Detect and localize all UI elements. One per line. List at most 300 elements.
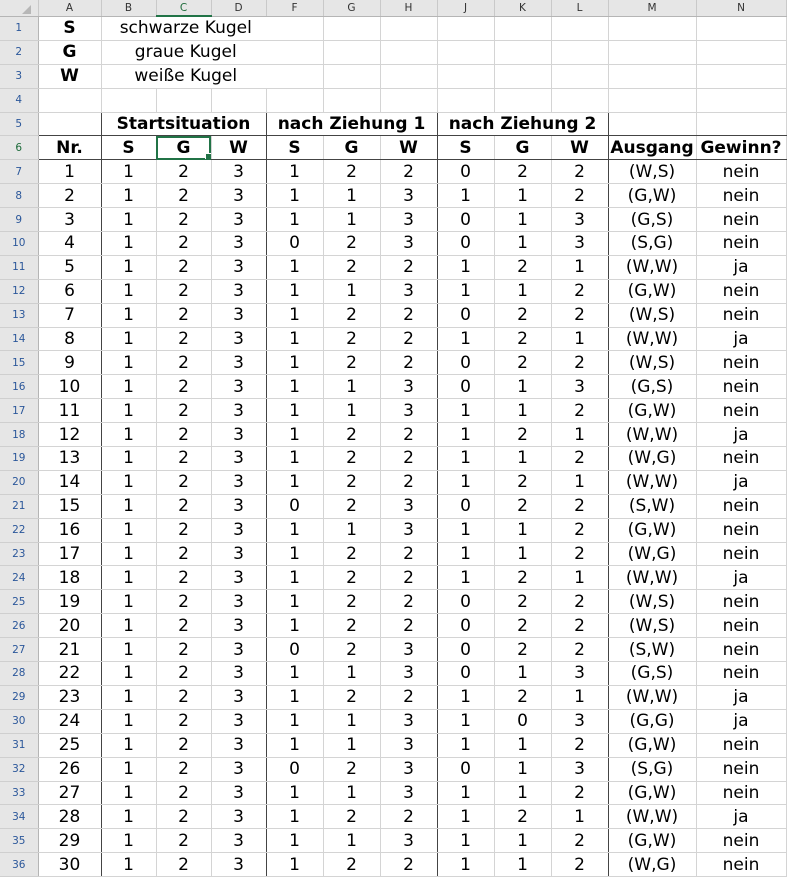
cell-start-s[interactable]: 1	[101, 208, 156, 232]
cell-nr[interactable]: 7	[38, 303, 101, 327]
cell-start-w[interactable]: 3	[211, 590, 266, 614]
cell[interactable]	[437, 16, 494, 40]
cell-draw1-g[interactable]: 2	[323, 638, 380, 662]
cell-draw2-w[interactable]: 3	[551, 662, 608, 686]
cell-draw1-g[interactable]: 2	[323, 685, 380, 709]
cell-draw2-s[interactable]: 1	[437, 781, 494, 805]
row-header[interactable]: 30	[0, 709, 38, 733]
cell-draw2-w[interactable]: 2	[551, 184, 608, 208]
row-header[interactable]: 6	[0, 136, 38, 160]
cell-start-s[interactable]: 1	[101, 327, 156, 351]
cell-draw2-s[interactable]: 0	[437, 662, 494, 686]
cell-start-g[interactable]: 2	[156, 662, 211, 686]
cell-draw1-w[interactable]: 3	[380, 184, 437, 208]
cell-draw2-w[interactable]: 1	[551, 423, 608, 447]
cell[interactable]	[323, 16, 380, 40]
cell-start-s[interactable]: 1	[101, 829, 156, 853]
cell-draw1-w[interactable]: 2	[380, 685, 437, 709]
cell-start-g[interactable]: 2	[156, 590, 211, 614]
cell-draw1-s[interactable]: 1	[266, 566, 323, 590]
cell-start-s[interactable]: 1	[101, 709, 156, 733]
cell-ausgang[interactable]: (S,W)	[608, 638, 696, 662]
row-header[interactable]: 28	[0, 662, 38, 686]
cell-start-w[interactable]: 3	[211, 423, 266, 447]
cell-nr[interactable]: 2	[38, 184, 101, 208]
cell-start-w[interactable]: 3	[211, 279, 266, 303]
cell-draw1-g[interactable]: 2	[323, 351, 380, 375]
cell-gewinn[interactable]: nein	[696, 160, 786, 184]
cell-start-s[interactable]: 1	[101, 853, 156, 877]
cell-draw1-s[interactable]: 1	[266, 208, 323, 232]
cell-gewinn[interactable]: nein	[696, 662, 786, 686]
label-w2[interactable]: W	[551, 136, 608, 160]
cell-ausgang[interactable]: (W,S)	[608, 590, 696, 614]
cell-draw1-g[interactable]: 1	[323, 518, 380, 542]
cell[interactable]	[266, 40, 323, 64]
cell-ausgang[interactable]: (G,S)	[608, 662, 696, 686]
cell-start-w[interactable]: 3	[211, 375, 266, 399]
cell[interactable]	[551, 16, 608, 40]
cell-draw2-s[interactable]: 1	[437, 470, 494, 494]
cell[interactable]	[696, 16, 786, 40]
cell-draw2-w[interactable]: 2	[551, 399, 608, 423]
cell-draw2-w[interactable]: 1	[551, 470, 608, 494]
cell-start-g[interactable]: 2	[156, 638, 211, 662]
cell-draw1-s[interactable]: 1	[266, 709, 323, 733]
cell-draw1-s[interactable]: 1	[266, 805, 323, 829]
row-header[interactable]: 25	[0, 590, 38, 614]
cell-draw2-g[interactable]: 2	[494, 566, 551, 590]
column-header-d[interactable]: D	[211, 0, 266, 16]
cell-draw2-s[interactable]: 1	[437, 279, 494, 303]
cell-nr[interactable]: 9	[38, 351, 101, 375]
cell-draw2-w[interactable]: 2	[551, 494, 608, 518]
cell-draw2-s[interactable]: 0	[437, 638, 494, 662]
cell-draw1-w[interactable]: 2	[380, 566, 437, 590]
cell-draw1-g[interactable]: 2	[323, 566, 380, 590]
cell-start-s[interactable]: 1	[101, 279, 156, 303]
cell[interactable]	[608, 64, 696, 88]
label-g2[interactable]: G	[494, 136, 551, 160]
cell-start-s[interactable]: 1	[101, 638, 156, 662]
row-header[interactable]: 1	[0, 16, 38, 40]
cell-draw2-w[interactable]: 2	[551, 829, 608, 853]
cell-start-g[interactable]: 2	[156, 542, 211, 566]
cell-draw1-g[interactable]: 2	[323, 805, 380, 829]
cell-ausgang[interactable]: (G,W)	[608, 733, 696, 757]
cell-ausgang[interactable]: (W,S)	[608, 351, 696, 375]
cell-gewinn[interactable]: nein	[696, 303, 786, 327]
cell-draw1-s[interactable]: 1	[266, 447, 323, 471]
cell-ausgang[interactable]: (G,S)	[608, 208, 696, 232]
cell-draw1-w[interactable]: 3	[380, 279, 437, 303]
cell-draw2-g[interactable]: 2	[494, 494, 551, 518]
cell-start-g[interactable]: 2	[156, 566, 211, 590]
cell-start-s[interactable]: 1	[101, 447, 156, 471]
cell-start-g[interactable]: 2	[156, 423, 211, 447]
cell-draw2-w[interactable]: 2	[551, 160, 608, 184]
cell-gewinn[interactable]: nein	[696, 447, 786, 471]
cell-draw2-w[interactable]: 2	[551, 447, 608, 471]
row-header[interactable]: 34	[0, 805, 38, 829]
cell-draw1-w[interactable]: 2	[380, 423, 437, 447]
column-header-f[interactable]: F	[266, 0, 323, 16]
cell-draw1-g[interactable]: 2	[323, 327, 380, 351]
row-header[interactable]: 24	[0, 566, 38, 590]
cell-start-g[interactable]: 2	[156, 447, 211, 471]
cell-ausgang[interactable]: (G,W)	[608, 518, 696, 542]
cell-ausgang[interactable]: (G,W)	[608, 399, 696, 423]
cell-ausgang[interactable]: (S,G)	[608, 232, 696, 256]
cell-draw2-s[interactable]: 0	[437, 494, 494, 518]
label-s[interactable]: S	[101, 136, 156, 160]
legend-text[interactable]: graue Kugel	[101, 40, 266, 64]
cell[interactable]	[494, 40, 551, 64]
cell-gewinn[interactable]: nein	[696, 733, 786, 757]
cell-draw1-w[interactable]: 3	[380, 757, 437, 781]
group-heading-draw2[interactable]: nach Ziehung 2	[437, 112, 608, 136]
column-header-c[interactable]: C	[156, 0, 211, 16]
cell-draw2-w[interactable]: 2	[551, 279, 608, 303]
cell[interactable]	[266, 88, 323, 112]
cell-draw2-g[interactable]: 1	[494, 662, 551, 686]
row-header[interactable]: 23	[0, 542, 38, 566]
cell-draw2-s[interactable]: 0	[437, 590, 494, 614]
cell-start-w[interactable]: 3	[211, 662, 266, 686]
cell-start-w[interactable]: 3	[211, 733, 266, 757]
cell-ausgang[interactable]: (W,S)	[608, 614, 696, 638]
cell-gewinn[interactable]: nein	[696, 351, 786, 375]
cell-draw1-g[interactable]: 1	[323, 184, 380, 208]
cell-nr[interactable]: 21	[38, 638, 101, 662]
cell[interactable]	[380, 64, 437, 88]
cell-draw2-s[interactable]: 1	[437, 829, 494, 853]
row-header[interactable]: 36	[0, 853, 38, 877]
row-header[interactable]: 3	[0, 64, 38, 88]
cell-draw1-g[interactable]: 2	[323, 232, 380, 256]
row-header[interactable]: 33	[0, 781, 38, 805]
cell-draw1-w[interactable]: 3	[380, 399, 437, 423]
cell-draw2-g[interactable]: 2	[494, 160, 551, 184]
cell-draw1-w[interactable]: 2	[380, 614, 437, 638]
cell-draw1-w[interactable]: 3	[380, 494, 437, 518]
cell-draw2-s[interactable]: 1	[437, 184, 494, 208]
cell-draw1-w[interactable]: 3	[380, 208, 437, 232]
cell-draw2-w[interactable]: 1	[551, 566, 608, 590]
cell-draw1-w[interactable]: 3	[380, 232, 437, 256]
cell-draw2-g[interactable]: 2	[494, 614, 551, 638]
cell-draw2-w[interactable]: 1	[551, 255, 608, 279]
legend-text[interactable]: weiße Kugel	[101, 64, 266, 88]
cell-draw2-g[interactable]: 1	[494, 757, 551, 781]
cell-start-s[interactable]: 1	[101, 255, 156, 279]
row-header[interactable]: 14	[0, 327, 38, 351]
column-header-n[interactable]: N	[696, 0, 786, 16]
cell-gewinn[interactable]: ja	[696, 470, 786, 494]
cell-start-w[interactable]: 3	[211, 542, 266, 566]
cell-draw1-g[interactable]: 2	[323, 542, 380, 566]
cell-draw1-s[interactable]: 1	[266, 542, 323, 566]
cell-draw1-w[interactable]: 2	[380, 160, 437, 184]
cell-draw2-g[interactable]: 2	[494, 303, 551, 327]
cell-draw2-s[interactable]: 1	[437, 685, 494, 709]
cell-draw2-s[interactable]: 0	[437, 303, 494, 327]
cell-start-g[interactable]: 2	[156, 160, 211, 184]
cell-gewinn[interactable]: nein	[696, 853, 786, 877]
label-s2[interactable]: S	[437, 136, 494, 160]
cell-start-w[interactable]: 3	[211, 351, 266, 375]
cell[interactable]	[156, 88, 211, 112]
cell-nr[interactable]: 17	[38, 542, 101, 566]
cell-draw2-g[interactable]: 2	[494, 423, 551, 447]
row-header[interactable]: 2	[0, 40, 38, 64]
cell-ausgang[interactable]: (G,W)	[608, 781, 696, 805]
cell-start-s[interactable]: 1	[101, 662, 156, 686]
cell-gewinn[interactable]: ja	[696, 327, 786, 351]
cell[interactable]	[437, 64, 494, 88]
cell-start-s[interactable]: 1	[101, 184, 156, 208]
cell-gewinn[interactable]: nein	[696, 757, 786, 781]
cell-start-w[interactable]: 3	[211, 494, 266, 518]
cell-start-w[interactable]: 3	[211, 518, 266, 542]
cell-draw1-s[interactable]: 0	[266, 494, 323, 518]
row-header[interactable]: 10	[0, 232, 38, 256]
cell-draw2-g[interactable]: 1	[494, 853, 551, 877]
cell-nr[interactable]: 10	[38, 375, 101, 399]
cell-draw2-g[interactable]: 1	[494, 184, 551, 208]
cell-draw1-w[interactable]: 2	[380, 447, 437, 471]
cell-draw1-s[interactable]: 1	[266, 662, 323, 686]
cell-draw2-s[interactable]: 0	[437, 614, 494, 638]
cell-start-s[interactable]: 1	[101, 470, 156, 494]
row-header[interactable]: 11	[0, 255, 38, 279]
cell-draw1-w[interactable]: 3	[380, 518, 437, 542]
cell-draw1-s[interactable]: 0	[266, 638, 323, 662]
cell-draw2-w[interactable]: 2	[551, 638, 608, 662]
cell-draw1-w[interactable]: 2	[380, 590, 437, 614]
cell-ausgang[interactable]: (W,G)	[608, 542, 696, 566]
cell-gewinn[interactable]: ja	[696, 805, 786, 829]
cell-draw1-g[interactable]: 1	[323, 709, 380, 733]
cell-draw2-w[interactable]: 1	[551, 685, 608, 709]
cell-draw1-w[interactable]: 3	[380, 709, 437, 733]
cell-draw2-w[interactable]: 3	[551, 757, 608, 781]
cell-gewinn[interactable]: nein	[696, 399, 786, 423]
cell-start-w[interactable]: 3	[211, 232, 266, 256]
cell-gewinn[interactable]: nein	[696, 494, 786, 518]
cell-draw2-s[interactable]: 0	[437, 757, 494, 781]
cell-draw1-s[interactable]: 1	[266, 518, 323, 542]
row-header[interactable]: 8	[0, 184, 38, 208]
cell-start-s[interactable]: 1	[101, 518, 156, 542]
column-header-g[interactable]: G	[323, 0, 380, 16]
cell-nr[interactable]: 11	[38, 399, 101, 423]
cell-start-w[interactable]: 3	[211, 303, 266, 327]
cell-draw2-w[interactable]: 2	[551, 542, 608, 566]
select-all-corner[interactable]	[0, 0, 38, 16]
cell-draw1-w[interactable]: 3	[380, 662, 437, 686]
cell[interactable]	[696, 88, 786, 112]
cell-start-s[interactable]: 1	[101, 566, 156, 590]
cell-draw2-g[interactable]: 2	[494, 327, 551, 351]
cell[interactable]	[380, 40, 437, 64]
cell-nr[interactable]: 18	[38, 566, 101, 590]
cell[interactable]	[323, 64, 380, 88]
row-header[interactable]: 19	[0, 447, 38, 471]
cell-gewinn[interactable]: nein	[696, 542, 786, 566]
cell[interactable]	[38, 112, 101, 136]
cell[interactable]	[608, 112, 696, 136]
row-header[interactable]: 9	[0, 208, 38, 232]
cell-draw1-s[interactable]: 1	[266, 470, 323, 494]
label-w1[interactable]: W	[380, 136, 437, 160]
label-g1[interactable]: G	[323, 136, 380, 160]
cell[interactable]	[437, 88, 494, 112]
cell-start-g[interactable]: 2	[156, 518, 211, 542]
cell-draw2-g[interactable]: 2	[494, 590, 551, 614]
cell-start-s[interactable]: 1	[101, 232, 156, 256]
cell-draw2-s[interactable]: 0	[437, 232, 494, 256]
row-header[interactable]: 26	[0, 614, 38, 638]
cell-draw2-g[interactable]: 2	[494, 255, 551, 279]
cell-draw1-g[interactable]: 1	[323, 781, 380, 805]
cell-gewinn[interactable]: nein	[696, 184, 786, 208]
cell-gewinn[interactable]: ja	[696, 423, 786, 447]
cell[interactable]	[437, 40, 494, 64]
cell-start-g[interactable]: 2	[156, 327, 211, 351]
cell-start-g[interactable]: 2	[156, 184, 211, 208]
cell-draw1-g[interactable]: 1	[323, 399, 380, 423]
cell-start-s[interactable]: 1	[101, 542, 156, 566]
label-w[interactable]: W	[211, 136, 266, 160]
cell-start-s[interactable]: 1	[101, 351, 156, 375]
cell-nr[interactable]: 26	[38, 757, 101, 781]
legend-symbol[interactable]: S	[38, 16, 101, 40]
legend-text[interactable]: schwarze Kugel	[101, 16, 266, 40]
cell-draw1-s[interactable]: 1	[266, 375, 323, 399]
cell-ausgang[interactable]: (W,W)	[608, 327, 696, 351]
cell-start-w[interactable]: 3	[211, 805, 266, 829]
row-header[interactable]: 29	[0, 685, 38, 709]
cell-draw2-g[interactable]: 2	[494, 805, 551, 829]
cell-draw2-g[interactable]: 1	[494, 208, 551, 232]
cell[interactable]	[696, 112, 786, 136]
cell-gewinn[interactable]: ja	[696, 255, 786, 279]
cell[interactable]	[608, 40, 696, 64]
cell-draw1-s[interactable]: 1	[266, 590, 323, 614]
cell-draw2-g[interactable]: 0	[494, 709, 551, 733]
cell-draw2-s[interactable]: 1	[437, 255, 494, 279]
cell-draw1-g[interactable]: 2	[323, 614, 380, 638]
cell-draw1-g[interactable]: 1	[323, 279, 380, 303]
cell-start-g[interactable]: 2	[156, 303, 211, 327]
cell-nr[interactable]: 14	[38, 470, 101, 494]
cell-start-g[interactable]: 2	[156, 757, 211, 781]
cell-draw1-s[interactable]: 1	[266, 184, 323, 208]
cell-start-g[interactable]: 2	[156, 232, 211, 256]
column-header-l[interactable]: L	[551, 0, 608, 16]
cell-start-w[interactable]: 3	[211, 685, 266, 709]
label-ausgang[interactable]: Ausgang	[608, 136, 696, 160]
cell-draw1-g[interactable]: 2	[323, 757, 380, 781]
cell-draw2-s[interactable]: 1	[437, 542, 494, 566]
cell[interactable]	[211, 88, 266, 112]
cell-draw1-s[interactable]: 1	[266, 279, 323, 303]
cell-draw1-s[interactable]: 1	[266, 614, 323, 638]
cell-draw2-s[interactable]: 1	[437, 518, 494, 542]
cell-nr[interactable]: 13	[38, 447, 101, 471]
cell-gewinn[interactable]: nein	[696, 781, 786, 805]
cell-draw1-w[interactable]: 2	[380, 351, 437, 375]
column-header-k[interactable]: K	[494, 0, 551, 16]
cell-start-g[interactable]: 2	[156, 853, 211, 877]
cell-draw1-s[interactable]: 0	[266, 757, 323, 781]
cell-nr[interactable]: 25	[38, 733, 101, 757]
cell[interactable]	[266, 16, 323, 40]
cell-draw1-g[interactable]: 2	[323, 255, 380, 279]
row-header[interactable]: 15	[0, 351, 38, 375]
cell-draw2-w[interactable]: 2	[551, 303, 608, 327]
legend-symbol[interactable]: G	[38, 40, 101, 64]
row-header[interactable]: 5	[0, 112, 38, 136]
cell-draw1-s[interactable]: 1	[266, 423, 323, 447]
cell-start-w[interactable]: 3	[211, 208, 266, 232]
cell-draw1-w[interactable]: 2	[380, 255, 437, 279]
cell-draw2-g[interactable]: 1	[494, 781, 551, 805]
cell-start-g[interactable]: 2	[156, 685, 211, 709]
cell-start-g[interactable]: 2	[156, 733, 211, 757]
row-header[interactable]: 16	[0, 375, 38, 399]
cell-nr[interactable]: 6	[38, 279, 101, 303]
cell-draw1-w[interactable]: 2	[380, 327, 437, 351]
cell-ausgang[interactable]: (W,S)	[608, 160, 696, 184]
cell-start-w[interactable]: 3	[211, 447, 266, 471]
cell-draw1-s[interactable]: 1	[266, 399, 323, 423]
cell-draw2-g[interactable]: 1	[494, 447, 551, 471]
row-header[interactable]: 21	[0, 494, 38, 518]
group-heading-draw1[interactable]: nach Ziehung 1	[266, 112, 437, 136]
cell[interactable]	[494, 16, 551, 40]
cell-start-w[interactable]: 3	[211, 757, 266, 781]
cell-draw2-g[interactable]: 1	[494, 542, 551, 566]
cell-gewinn[interactable]: nein	[696, 279, 786, 303]
cell-start-w[interactable]: 3	[211, 399, 266, 423]
cell-start-s[interactable]: 1	[101, 399, 156, 423]
cell-draw2-s[interactable]: 1	[437, 327, 494, 351]
cell-gewinn[interactable]: nein	[696, 208, 786, 232]
fill-handle[interactable]	[205, 153, 212, 160]
cell-draw2-s[interactable]: 1	[437, 423, 494, 447]
cell-draw2-g[interactable]: 1	[494, 399, 551, 423]
cell-draw2-w[interactable]: 1	[551, 805, 608, 829]
cell-draw2-w[interactable]: 3	[551, 208, 608, 232]
cell-draw1-g[interactable]: 2	[323, 447, 380, 471]
cell-nr[interactable]: 24	[38, 709, 101, 733]
cell-draw2-g[interactable]: 1	[494, 232, 551, 256]
label-s1[interactable]: S	[266, 136, 323, 160]
label-g-active-cell[interactable]	[156, 136, 211, 160]
cell-draw2-s[interactable]: 1	[437, 566, 494, 590]
cell[interactable]	[551, 40, 608, 64]
cell-draw1-s[interactable]: 1	[266, 685, 323, 709]
cell-start-g[interactable]: 2	[156, 614, 211, 638]
cell-draw1-s[interactable]: 1	[266, 351, 323, 375]
cell-draw1-w[interactable]: 2	[380, 470, 437, 494]
cell-ausgang[interactable]: (G,W)	[608, 279, 696, 303]
row-header[interactable]: 22	[0, 518, 38, 542]
cell-ausgang[interactable]: (W,G)	[608, 447, 696, 471]
column-header-a[interactable]: A	[38, 0, 101, 16]
